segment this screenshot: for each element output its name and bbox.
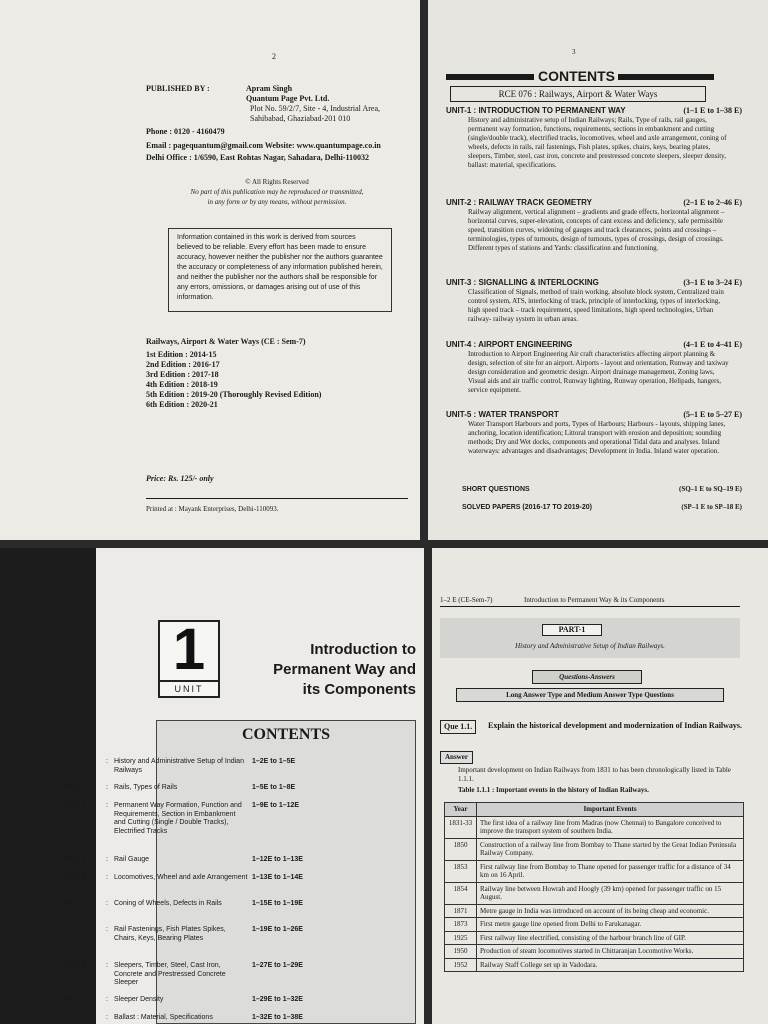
- unit-pages: (1–1 E to 1–38 E): [683, 106, 742, 115]
- part-title: History and Administrative Setup of Indian Railways.: [515, 642, 665, 650]
- page-unit-opener: 1 UNIT Introduction to Permanent Way and its Components CONTENTS Part-1 : History and Administrative Setup of Indian Railways 1–2E to 1–5E Part-2 : Rails, Types of Rails 1–5E to 1–8E Part-3 : Permanent Way Formation, Function and Requirements, Section in Embankment and Cutting (Single / Double Tracks), Electrified Tracks 1–9E to 1–12E Part-4 : Rail Gauge 1–12E to 1–13E Part-5 : Locomotives, Wheel and axle Arrangement 1–13E to 1–14E Part-6 : Coning of Wheels, Defects in Rails 1–15E to 1–19E Part-7 : Rail Fastenings, Fish Plates Spikes, Chairs, Keys, Bearing Plates 1–19E to 1–26E Part-8 : Sleepers, Timber, Steel, Cast Iron, Concrete and Prestressed Concrete Sleeper 1–27E to 1–29E Part-9 : Sleeper Density 1–29E to 1–32E Part-10 : Ballast : Material, Specifications 1–32E to 1–38E: [0, 548, 424, 1024]
- printed-at: Printed at : Mayank Enterprises, Delhi-110093.: [146, 505, 279, 513]
- unit-number: 1: [172, 617, 206, 682]
- question-text: Explain the historical development and modernization of Indian Railways.: [488, 721, 743, 730]
- page-contents: [428, 0, 768, 540]
- qa-type: Long Answer Type and Medium Answer Type Questions: [456, 688, 724, 702]
- unit-description: Water Transport Harbours and ports, Types of Harbours; Harbours - layouts, shipping lanes, anchoring, location identification; Littoral transport with erosion and deposition; sounding methods; Dry and Wet docks, components and operational Tidal data and analyses. Inland waterways: advantages and disadvantages; Development in India. Inland water operation.: [468, 420, 726, 455]
- unit-label: UNIT: [160, 680, 218, 696]
- edition-item: 5th Edition : 2019-20 (Thoroughly Revised Edition): [146, 390, 322, 399]
- page-imprint: [0, 0, 420, 540]
- table-row: 1950 Production of steam locomotives started in Chittaranjan Locomotive Works.: [445, 945, 744, 959]
- table-row: 1831-33 The first idea of a railway line from Madras (now Chennai) to Bangalore conceived to improve the transport system of southern India.: [445, 816, 744, 838]
- unit-description: Classification of Signals, method of train working, absolute block system, Centralized train control system, ATS, interlocking of track, principle of interlocking, types of interlocking, high speed track – track requirement, speed limitations, high speed technologies, Urban railway- railway system in urban areas.: [468, 288, 724, 323]
- published-by-label: PUBLISHED BY :: [146, 84, 210, 93]
- question-number: Que 1.1.: [440, 720, 476, 734]
- phone: Phone : 0120 - 4160479: [146, 127, 225, 136]
- table-row: 1853 First railway line from Bombay to Thane opened for passenger traffic for a distance of 34 km on 16 April.: [445, 860, 744, 882]
- delhi-office: Delhi Office : 1/6590, East Rohtas Nagar, Sahadara, Delhi-110032: [146, 153, 370, 162]
- unit-pages: (3–1 E to 3–24 E): [683, 278, 742, 287]
- events-table: [444, 802, 744, 972]
- header-rule: [446, 74, 534, 80]
- unit-heading: UNIT-3 : SIGNALLING & INTERLOCKING: [446, 278, 599, 287]
- price: Price: Rs. 125/- only: [146, 474, 214, 483]
- solved-papers-pages: (SP–1 E to SP–18 E): [681, 503, 742, 511]
- page-number: 3: [572, 48, 576, 56]
- unit-badge: [158, 617, 220, 698]
- running-header-right: Introduction to Permanent Way & its Components: [524, 596, 665, 604]
- qa-box: Questions-Answers: [532, 670, 642, 684]
- header-rule: [440, 606, 740, 607]
- unit-pages: (4–1 E to 4–41 E): [683, 340, 742, 349]
- rights-reserved: © All Rights Reserved: [245, 178, 309, 186]
- page-number: 2: [272, 52, 276, 61]
- rights-note: No part of this publication may be reproduced or transmitted,: [190, 188, 364, 196]
- unit-heading: UNIT-1 : INTRODUCTION TO PERMANENT WAY: [446, 106, 626, 115]
- table-caption: Table 1.1.1 : Important events in the history of Indian Railways.: [458, 786, 649, 794]
- short-questions: SHORT QUESTIONS: [462, 486, 530, 493]
- address-line: Sahibabad, Ghaziabad-201 010: [250, 114, 351, 123]
- unit-heading: UNIT-4 : AIRPORT ENGINEERING: [446, 340, 573, 349]
- contents-title: CONTENTS: [538, 68, 615, 84]
- unit-description: Introduction to Airport Engineering Air craft characteristics affecting airport planning & design, selection of site for an airport. Airports - layout and orientation, Runway and taxiway design consideration and geometric design. Airport drainage management, Zoning laws, Visual aids and air traffic control, Runway lighting, Runway operation, Helipads, hangers, service equipment.: [468, 350, 729, 394]
- unit-title: [273, 640, 416, 700]
- publisher-company: Quantum Page Pvt. Ltd.: [246, 94, 330, 103]
- answer-label: Answer: [440, 751, 473, 764]
- solved-papers: SOLVED PAPERS (2016-17 TO 2019-20): [462, 504, 592, 511]
- edition-item: 6th Edition : 2020-21: [146, 400, 218, 409]
- rights-note: in any form or by any means, without permission.: [207, 198, 347, 206]
- publisher-name: Apram Singh: [246, 84, 293, 93]
- unit-heading: UNIT-2 : RAILWAY TRACK GEOMETRY: [446, 198, 592, 207]
- email-website: Email : pagequantum@gmail.com Website: www.quantumpage.co.in: [146, 141, 381, 150]
- divider: [146, 498, 408, 499]
- course-box: RCE 076 : Railways, Airport & Water Ways: [450, 86, 706, 102]
- unit-title-line: Introduction to: [310, 641, 416, 658]
- part-label: PART-1: [542, 624, 602, 636]
- edition-item: 3rd Edition : 2017-18: [146, 370, 219, 379]
- edition-item: 1st Edition : 2014-15: [146, 350, 217, 359]
- disclaimer-box: Information contained in this work is derived from sources believed to be reliable. Every effort has been made to ensure accuracy, however neither the publisher nor the authors guarantee the accuracy or completeness of any information published herein, and neither the publisher nor the authors shall be responsible for any errors, omissions, or damages arising out of use of this information.: [168, 228, 392, 312]
- table-header-row: [445, 803, 744, 817]
- contents-title: CONTENTS: [241, 726, 331, 743]
- table-header: Important Events: [477, 803, 744, 817]
- unit-description: Railway alignment, vertical alignment – gradients and grade effects, horizontal alignment – horizontal curves, super-elevation, concepts of cant excess and deficiency, safe permissible speed, transition curves, widening of gauges and track clearances, points and crossings – terminologies, types of turnouts, design of turnouts, types of crossings, design of crossings. Different types of stations and Yards: classification and functioning.: [468, 208, 725, 252]
- unit-title-line: Permanent Way and: [273, 661, 416, 678]
- edition-item: 4th Edition : 2018-19: [146, 380, 218, 389]
- unit-title-line: its Components: [302, 681, 416, 698]
- unit-heading: UNIT-5 : WATER TRANSPORT: [446, 410, 559, 419]
- unit-description: History and administrative setup of Indian Railways; Rails, Type of rails, rail gauges, permanent way formation, functions, requirements, sections in embankment and cutting (single/double track), electrified tracks, locomotives, wheel and axle arrangement, coning of wheels, defects in rails, rail fastenings, Fish plates, spikes, chairs, keys, bearing plates, sleepers, Timber, steel, cast iron, concrete and prestressed concrete sleepers, sleeper density, ballast: material, specifications.: [468, 116, 727, 169]
- answer-intro: Important development on Indian Railways from 1831 to has been chronologically listed in Table 1.1.1.: [458, 766, 731, 783]
- table-row: 1850 Construction of a railway line from Bombay to Thane started by the Great Indian Peninsula Railway Company.: [445, 838, 744, 860]
- unit-pages: (5–1 E to 5–27 E): [683, 410, 742, 419]
- table-row: 1952 Railway Staff College set up in Vadodara.: [445, 958, 744, 972]
- table-row: 1873 First metre gauge line opened from Delhi to Farukanagar.: [445, 918, 744, 932]
- edition-item: 2nd Edition : 2016-17: [146, 360, 220, 369]
- short-questions-pages: (SQ–1 E to SQ–19 E): [678, 485, 742, 493]
- book-title: Railways, Airport & Water Ways (CE : Sem-7): [146, 337, 306, 346]
- running-header-left: 1–2 E (CE-Sem-7): [440, 596, 493, 604]
- table-row: 1854 Railway line between Howrah and Hoogly (39 km) opened for passenger traffic on 15 August.: [445, 882, 744, 904]
- header-rule: [618, 74, 714, 80]
- page-part-1: [432, 548, 768, 1024]
- address-line: Plot No. 59/2/7, Site - 4, Industrial Area,: [250, 104, 380, 113]
- table-row: 1871 Metre gauge in India was introduced on account of its being cheap and economic.: [445, 904, 744, 918]
- table-header: Year: [445, 803, 477, 817]
- table-row: 1925 First railway line electrified, consisting of the harbour branch line of GIP.: [445, 931, 744, 945]
- editions-list: [146, 350, 386, 410]
- unit-pages: (2–1 E to 2–46 E): [683, 198, 742, 207]
